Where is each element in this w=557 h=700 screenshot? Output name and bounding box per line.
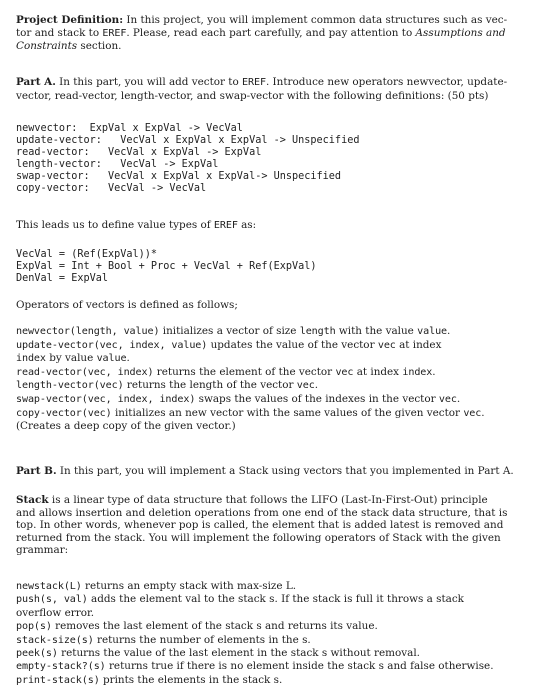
vector-operators <box>16 325 537 433</box>
eref-code: EREF <box>213 220 238 231</box>
operator-line <box>16 352 537 366</box>
operator-text: with the value <box>335 325 418 337</box>
stack-op-text: returns the number of elements in the s. <box>93 633 311 646</box>
stack-op-line <box>16 593 537 606</box>
signature-line: swap-vector: VecVal x ExpVal x ExpVal-> Unspecified <box>16 170 342 182</box>
operator-text: updates the value of the vector <box>207 338 378 351</box>
operator-code: swap-vector(vec, index, index) <box>16 393 196 405</box>
vector-signatures <box>16 123 546 194</box>
intro-text: tor and stack to <box>16 26 103 39</box>
operator-text: . <box>447 325 451 337</box>
operator-code: vec <box>438 393 457 405</box>
type-line: ExpVal = Int + Bool + Proc + VecVal + Ref(ExpVal) <box>16 260 317 272</box>
paragraph-text: This leads us to define value types of <box>16 219 214 231</box>
operator-line <box>16 407 537 421</box>
stack-op-line <box>16 660 537 673</box>
operator-code: vec <box>296 380 315 392</box>
stack-op-line <box>16 580 537 593</box>
type-line: DenVal = ExpVal <box>16 272 109 284</box>
signature-line: read-vector: VecVal x ExpVal -> ExpVal <box>16 146 262 158</box>
operator-code: read-vector(vec, index) <box>16 366 154 378</box>
operator-code: value <box>96 353 127 365</box>
operator-text: . <box>481 406 485 419</box>
operator-text: . <box>126 352 130 365</box>
stack-operators <box>16 580 537 687</box>
intro-emphasis: Assumptions and <box>415 26 506 39</box>
operator-code: length <box>299 326 336 337</box>
stack-op-text: overflow error. <box>16 606 95 619</box>
operator-code: vec <box>335 366 354 378</box>
operator-text: . <box>314 379 318 392</box>
stack-op-text: removes the last element of the stack s and returns its value. <box>51 620 378 633</box>
stack-op-text: returns true if there is no element inside the stack s and false otherwise. <box>105 660 494 673</box>
part-a-heading: Part A. <box>16 76 56 88</box>
stack-op-code: newstack(L) <box>16 581 82 592</box>
stack-op-line <box>16 634 537 647</box>
project-definition <box>16 14 537 53</box>
stack-op-line <box>16 620 537 633</box>
operator-code: index <box>402 366 433 378</box>
operator-line <box>16 339 537 353</box>
operator-code: update-vector(vec, index, value) <box>16 339 208 351</box>
stack-op-text: returns an empty stack with max-size L. <box>81 580 297 592</box>
part-a-text: vector, read-vector, length-vector, and swap-vector with the following definitions: (50 pts) <box>16 89 489 102</box>
intro-emphasis: Constraints <box>16 40 78 53</box>
signature-line: copy-vector: VecVal -> VecVal <box>16 182 207 194</box>
type-line: VecVal = (Ref(ExpVal))* <box>16 249 158 260</box>
operator-line <box>16 393 537 407</box>
stack-text: and allows insertion and deletion operations from one end of the stack data structure, that is <box>16 506 508 519</box>
signature-line: length-vector: VecVal -> ExpVal <box>16 158 219 170</box>
operator-text: swaps the values of the indexes in the vector <box>195 392 439 405</box>
stack-heading: Stack <box>16 494 49 506</box>
stack-op-text: returns the value of the last element in the stack s without removal. <box>57 647 420 660</box>
eref-code: EREF <box>242 77 266 88</box>
stack-op-code: empty-stack?(s) <box>16 661 106 673</box>
value-types <box>16 249 546 285</box>
part-a-text: In this part, you will add vector to <box>55 76 243 88</box>
operator-code: vec <box>377 339 396 351</box>
value-types-intro <box>16 219 537 233</box>
operator-code: length-vector(vec) <box>16 380 124 392</box>
part-a-intro <box>16 76 537 102</box>
stack-op-text: adds the element val to the stack s. If the stack is full it throws a stack <box>87 593 464 606</box>
operator-text: initializes a vector of size <box>159 325 300 337</box>
stack-text: returned from the stack. You will implement the following operators of Stack with the given <box>16 531 501 544</box>
stack-op-line <box>16 607 537 620</box>
operator-line <box>16 325 537 339</box>
signature-line: update-vector: VecVal x ExpVal x ExpVal -> Unspecified <box>16 134 360 146</box>
operator-text: at index <box>353 365 403 378</box>
part-b-text: In this part, you will implement a Stack using vectors that you implemented in Part A. <box>56 465 514 477</box>
stack-text: grammar: <box>16 544 69 557</box>
operator-text: . <box>432 365 436 378</box>
stack-op-code: pop(s) <box>16 621 52 633</box>
part-a-text: . Introduce new operators newvector, update- <box>265 76 508 88</box>
intro-text: section. <box>77 40 122 53</box>
project-definition-heading: Project Definition: <box>16 14 124 26</box>
operator-text: returns the length of the vector <box>123 379 297 392</box>
operator-code: copy-vector(vec) <box>16 407 112 419</box>
operator-text: . <box>456 392 461 405</box>
intro-text: In this project, you will implement common data structures such as vec- <box>123 14 508 26</box>
operator-code: vec <box>463 407 482 419</box>
operator-code: newvector(length, value) <box>16 326 160 337</box>
part-b-heading: Part B. <box>16 465 57 477</box>
stack-op-line <box>16 674 537 687</box>
operator-text: by value <box>45 352 97 365</box>
operator-code: index <box>16 353 46 365</box>
signature-line: newvector: ExpVal x ExpVal -> VecVal <box>16 123 243 134</box>
operator-line <box>16 379 537 393</box>
intro-text: . Please, read each part carefully, and pay attention to <box>126 26 416 39</box>
stack-op-text: prints the elements in the stack s. <box>99 673 283 686</box>
stack-op-code: peek(s) <box>16 648 58 660</box>
operator-text: initializes an new vector with the same values of the given vector <box>111 406 464 419</box>
operator-note: (Creates a deep copy of the given vector.) <box>16 420 236 433</box>
operator-text: returns the element of the vector <box>153 365 336 378</box>
stack-text: top. In other words, whenever pop is called, the element that is added latest is removed and <box>16 519 504 532</box>
part-b-intro <box>16 465 537 478</box>
paragraph-text: as: <box>237 219 257 231</box>
stack-op-code: stack-size(s) <box>16 634 94 646</box>
stack-op-code: push(s, val) <box>16 594 88 606</box>
stack-op-line <box>16 647 537 660</box>
stack-description <box>16 494 537 557</box>
eref-code: EREF <box>102 27 127 39</box>
stack-text: is a linear type of data structure that follows the LIFO (Last-In-First-Out) principle <box>48 494 488 506</box>
operator-text: at index <box>395 338 442 351</box>
operator-line <box>16 366 537 380</box>
operators-intro: Operators of vectors is defined as follows; <box>16 299 238 311</box>
stack-op-code: print-stack(s) <box>16 674 100 686</box>
operator-code: value <box>417 326 448 337</box>
